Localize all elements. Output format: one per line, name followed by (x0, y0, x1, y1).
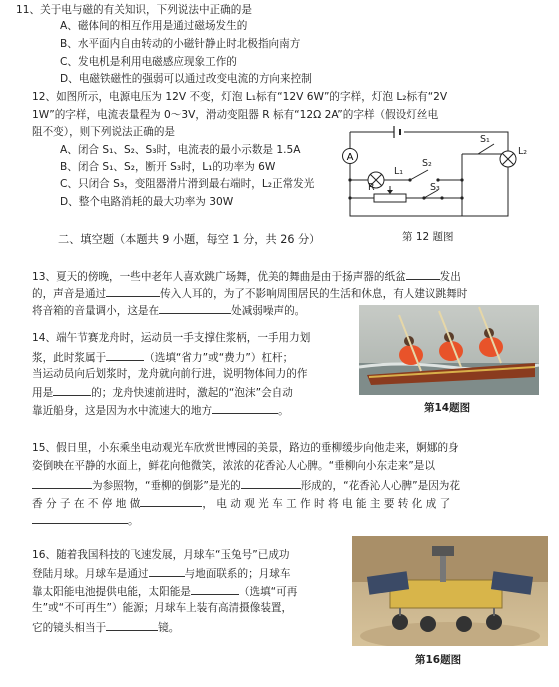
q15-line5: 。 (32, 512, 139, 528)
q14-blank-3[interactable] (212, 402, 278, 414)
q12-option-c: C、只闭合 S₃，变阻器滑片滑到最右端时，L₂正常发光 (60, 178, 315, 190)
q15-line2: 姿倒映在平静的水面上，鲜花向他微笑，浓浓的花香沁人心脾。“垂柳向小东走来”是以 (32, 460, 435, 472)
s2-label: S₂ (422, 158, 432, 169)
q12-stem-line3: 阻不变），则下列说法正确的是 (32, 126, 176, 138)
q12-option-b: B、闭合 S₁、S₂，断开 S₃时，L₁的功率为 6W (60, 161, 276, 173)
q15-blank-3[interactable] (140, 495, 202, 507)
q14-line1: 14、端午节赛龙舟时，运动员一手支撑住浆柄，一手用力划 (32, 332, 311, 344)
q14-line5: 靠近船身，这是因为水中流速大的地方 。 (32, 402, 289, 418)
q14-line2: 浆，此时浆属于 （选填“省力”或“费力”）杠杆； (32, 349, 293, 365)
q12-stem-line1: 12、如图所示，电源电压为 12V 不变，灯泡 L₁标有“12V 6W”的字样，灯泡 L₂标有“2V (32, 91, 448, 103)
q14-line4: 用是 的；龙舟快速前进时，激起的“泡沫”会自动 (32, 384, 293, 400)
q16-line5: 它的镜头相当于 镜。 (32, 619, 179, 635)
q11-option-b: B、水平面内自由转动的小磁针静止时北极指向南方 (60, 38, 301, 50)
q12-option-d: D、整个电路消耗的最大功率为 30W (60, 196, 234, 208)
dragon-boat-photo (359, 305, 539, 395)
lunar-rover-photo (352, 536, 548, 646)
q15-blank-2[interactable] (241, 477, 301, 489)
q11-option-a: A、磁体间的相互作用是通过磁场发生的 (60, 20, 248, 32)
q16-caption: 第16题图 (415, 654, 462, 666)
q16-blank-1[interactable] (149, 565, 185, 577)
q14-blank-2[interactable] (53, 384, 91, 396)
circuit-diagram (338, 124, 542, 224)
q12-stem-line2: 1W”的字样，电流表量程为 0～3V，滑动变阻器 R 标有“12Ω 2A”的字样（假设灯丝电 (32, 109, 439, 121)
q11-stem: 11、关于电与磁的有关知识，下列说法中正确的是 (16, 4, 252, 16)
q14-blank-1[interactable] (106, 349, 144, 361)
ammeter-label: A (346, 152, 354, 163)
q16-line2: 登陆月球。月球车是通过 与地面联系的；月球车 (32, 565, 290, 581)
q13-line3: 将音箱的音量调小，这是在 处减弱噪声的。 (32, 302, 305, 318)
q13-blank-2[interactable] (106, 285, 160, 297)
q13-blank-3[interactable] (159, 302, 231, 314)
s3-label: S₃ (430, 182, 440, 193)
q15-blank-1[interactable] (32, 477, 92, 489)
section-heading: 二、填空题（本题共 9 小题，每空 1 分，共 26 分） (58, 233, 321, 246)
q16-line1: 16、随着我国科技的飞速发展，月球车“玉兔号”已成功 (32, 549, 290, 561)
q15-line1: 15、假日里，小东乘坐电动观光车欣赏世博园的美景，路边的垂柳缓步向他走来，婀娜的身 (32, 442, 459, 454)
rheostat-label: R (368, 182, 375, 193)
q13-blank-1[interactable] (406, 268, 440, 280)
q16-blank-2[interactable] (191, 583, 239, 595)
l1-label: L₁ (394, 166, 404, 177)
q16-blank-3[interactable] (106, 619, 158, 631)
q15-line4: 香 分 子 在 不 停 地 做 ， 电 动 观 光 车 工 作 时 将 电 能 主 要 转 化 成 了 (32, 495, 450, 511)
q13-line1: 13、夏天的傍晚，一些中老年人喜欢跳广场舞，优美的舞曲是由于扬声器的纸盆 发出 (32, 268, 461, 284)
q11-option-c: C、发电机是利用电磁感应现象工作的 (60, 56, 237, 68)
q11-option-d: D、电磁铁磁性的强弱可以通过改变电流的方向来控制 (60, 73, 312, 85)
q12-option-a: A、闭合 S₁、S₂、S₃时，电流表的最小示数是 1.5A (60, 144, 301, 156)
q16-line3: 靠太阳能电池提供电能，太阳能是 （选填“可再 (32, 583, 297, 599)
q12-caption: 第 12 题图 (402, 231, 454, 243)
q15-line3: 为参照物，“垂柳的倒影”是光的 形成的，“花香沁人心脾”是因为花 (32, 477, 460, 493)
q14-line3: 当运动员向后划浆时，龙舟就向前行进，说明物体间力的作 (32, 368, 308, 380)
q15-blank-4[interactable] (32, 512, 128, 524)
q13-line2: 的，声音是通过 传入人耳的，为了不影响周围居民的生活和休息，有人建议跳舞时 (32, 285, 467, 301)
l2-label: L₂ (518, 146, 528, 157)
q16-line4: 生”或“不可再生”）能源；月球车上装有高清摄像装置， (32, 602, 293, 614)
q14-caption: 第14题图 (424, 402, 471, 414)
s1-label: S₁ (480, 134, 490, 145)
